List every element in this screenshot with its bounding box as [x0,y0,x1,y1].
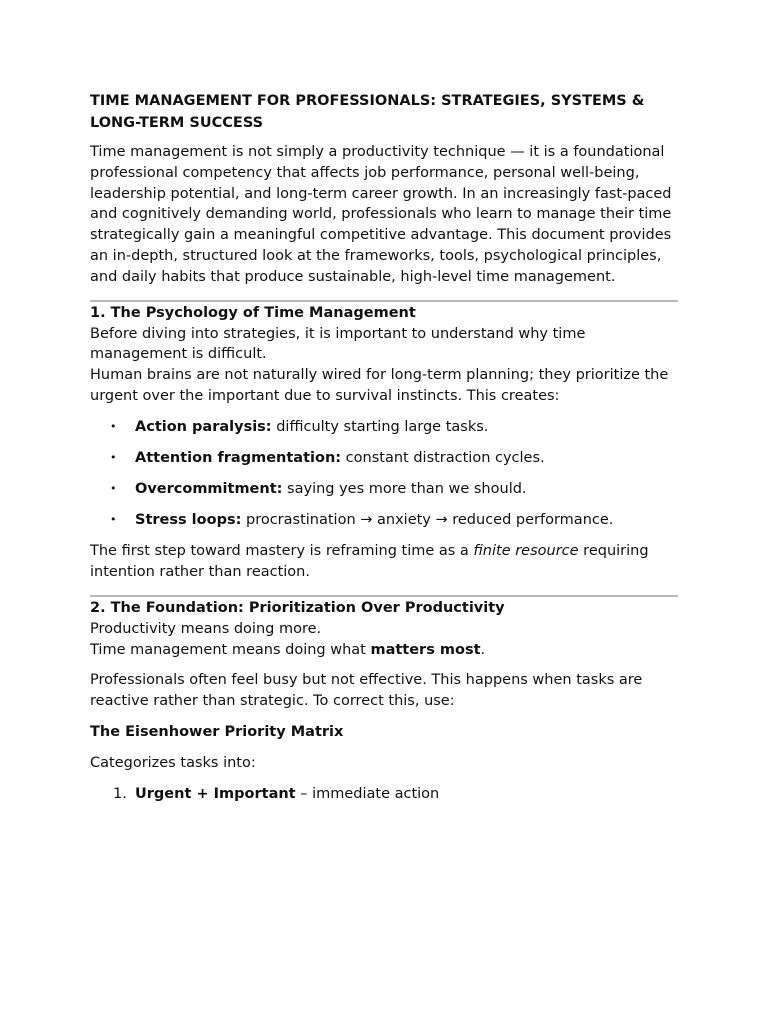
bullet-text: constant distraction cycles. [341,449,545,466]
closing-text-before: The first step toward mastery is reframing time as a [90,543,474,560]
bullet-item-action-paralysis [90,417,678,438]
eisenhower-matrix-heading: The Eisenhower Priority Matrix [90,723,344,740]
section-1-paragraph-line-1: Before diving into strategies, it is important to understand why time management is difficult. [90,325,586,363]
list-number: 1. [113,785,127,802]
section-2-line-2 [90,640,678,661]
bullet-icon: • [110,450,117,464]
section-1-paragraph-line-2: Human brains are not naturally wired for long-term planning; they prioritize the urgent over the important due to survival instincts. This creates: [90,367,669,404]
section-1-heading: 1. The Psychology of Time Management [90,304,416,321]
closing-text-after: requiring intention rather than reaction. [90,543,649,580]
document-page [90,90,678,804]
bullet-term: Attention fragmentation: [135,449,342,466]
bullet-text: procrastination → anxiety → reduced performance. [241,512,614,529]
line-2-bold: matters most [370,641,481,658]
matrix-item-urgent-important [90,784,678,805]
section-1-closing-paragraph [90,541,678,583]
effects-bullet-list [90,417,678,531]
intro-paragraph: Time management is not simply a productivity technique — it is a foundational professional competency that affects job performance, personal well-being, leadership potential, and long-term career growth. In an increasingly fast-paced and cognitively demanding world, professionals who learn to manage their time strategically gain a meaningful competitive advantage. This document provides an in-depth, structured look at the frameworks, tools, psychological principles, and daily habits that produce sustainable, high-level time management. [90,144,672,285]
bullet-icon: • [110,513,117,527]
closing-text-italic: finite resource [473,543,579,560]
bullet-term: Stress loops: [135,512,242,529]
line-2-before: Time management means doing what [90,641,371,658]
bullet-text: saying yes more than we should. [282,481,527,498]
section-2-line-1: Productivity means doing more. [90,620,322,637]
matrix-item-text: – immediate action [295,785,440,802]
section-2-paragraph-2: Professionals often feel busy but not effective. This happens when tasks are reactive rather than strategic. To correct this, use: [90,672,643,710]
section-2-heading: 2. The Foundation: Prioritization Over Productivity [90,599,505,616]
bullet-item-stress-loops [90,510,678,531]
bullet-item-overcommitment [90,479,678,500]
bullet-text: difficulty starting large tasks. [271,418,489,435]
bullet-item-attention-fragmentation [90,448,678,469]
line-2-after: . [480,641,486,658]
matrix-item-term: Urgent + Important [135,785,296,802]
bullet-term: Action paralysis: [135,418,272,435]
bullet-term: Overcommitment: [135,481,283,498]
matrix-numbered-list [90,784,678,805]
bullet-icon: • [110,419,117,433]
matrix-intro: Categorizes tasks into: [90,754,256,771]
bullet-icon: • [110,482,117,496]
document-title: TIME MANAGEMENT FOR PROFESSIONALS: STRATEGIES, SYSTEMS & LONG-TERM SUCCESS [90,93,645,131]
